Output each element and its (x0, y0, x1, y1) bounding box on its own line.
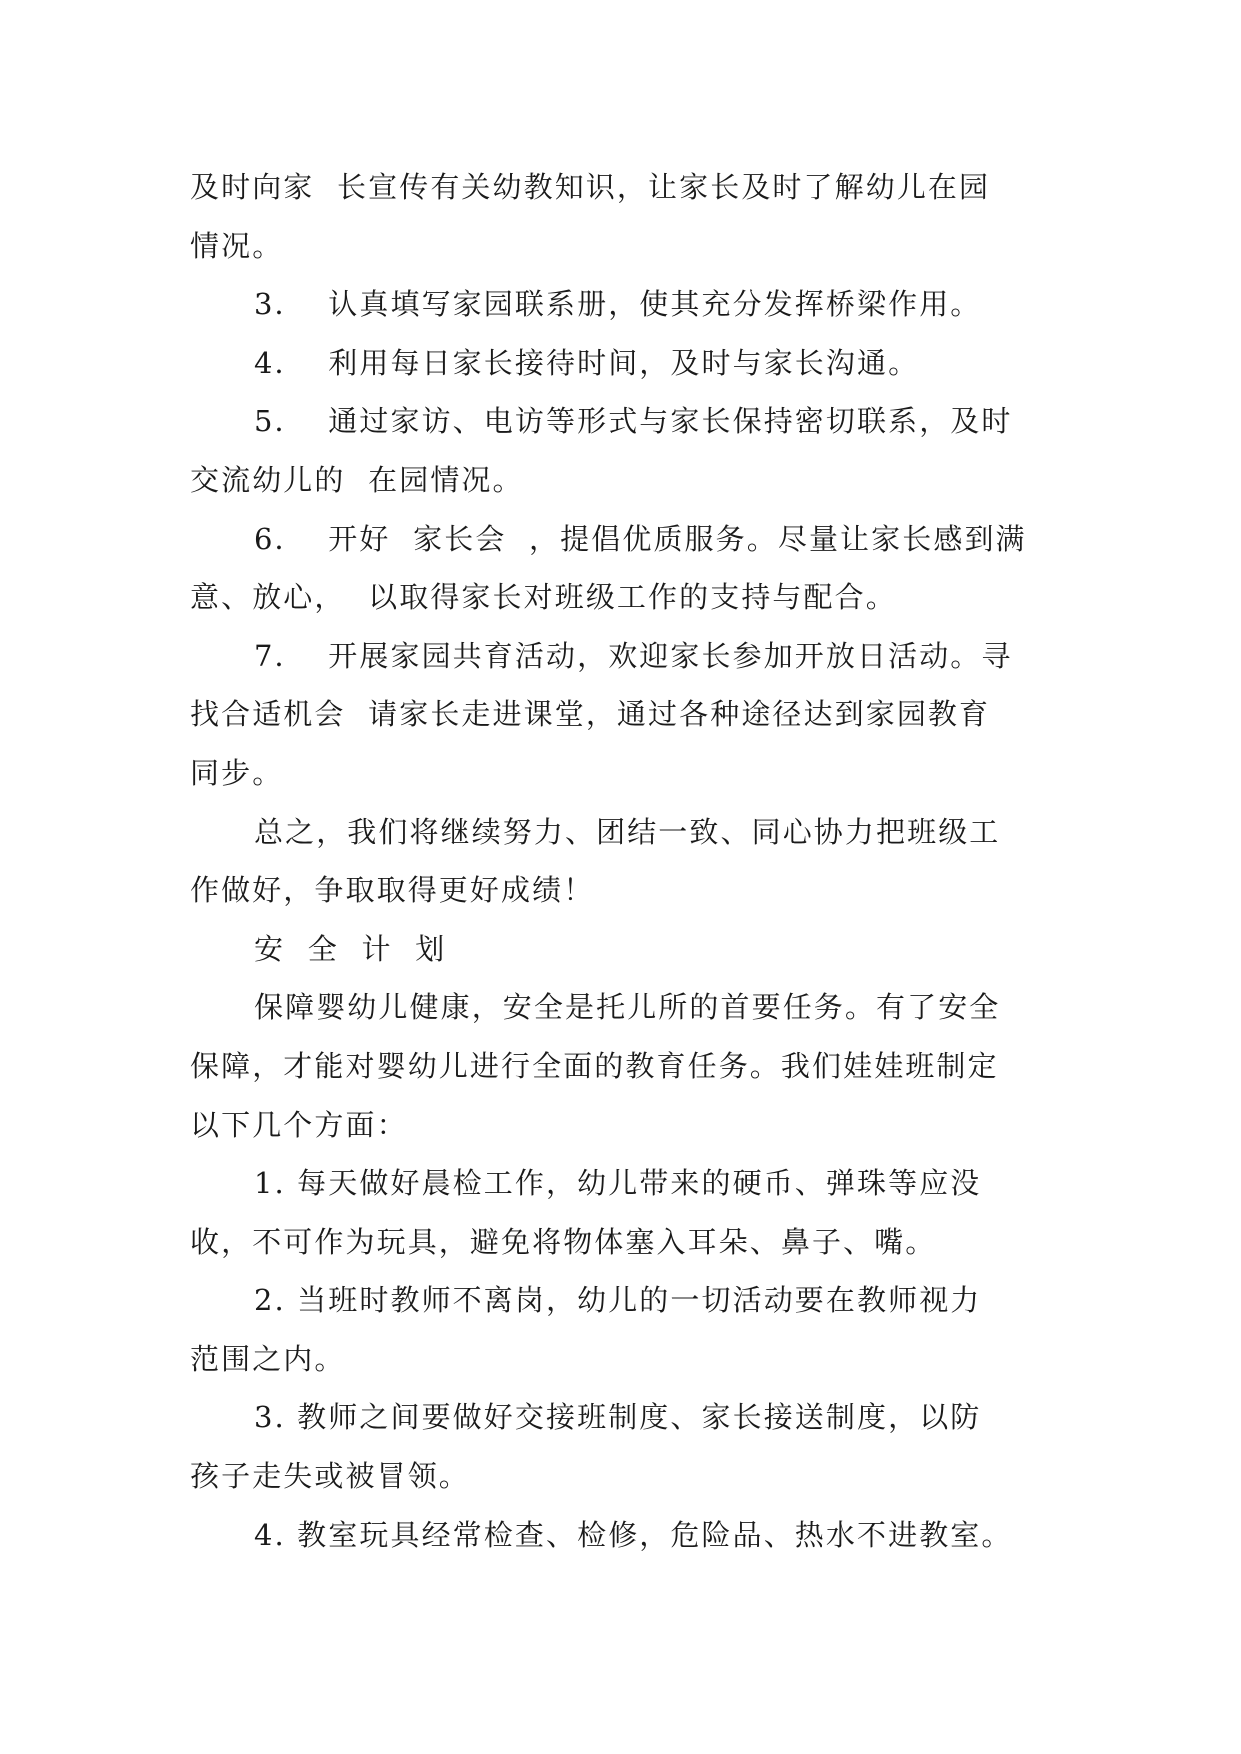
text-line: 4． 利用每日家长接待时间，及时与家长沟通。 (254, 345, 920, 380)
text-line: 1. 每天做好晨检工作，幼儿带来的硬币、弹珠等应没 (254, 1166, 982, 1201)
text-line: 总之，我们将继续努力、团结一致、同心协力把班级工 (254, 814, 1001, 849)
text-line: 以下几个方面： (190, 1107, 408, 1142)
text-line: 保障婴幼儿健康，安全是托儿所的首要任务。有了安全 (254, 990, 1001, 1025)
text-line: 收，不可作为玩具，避免将物体塞入耳朵、鼻子、嘴。 (190, 1224, 937, 1259)
text-line: 交流幼儿的 在园情况。 (190, 462, 524, 497)
text-line: 3． 认真填写家园联系册，使其充分发挥桥梁作用。 (254, 287, 982, 322)
text-line: 情况。 (190, 228, 284, 263)
text-line: 孩子走失或被冒领。 (190, 1459, 470, 1494)
text-line: 意、放心， 以取得家长对班级工作的支持与配合。 (190, 580, 897, 615)
text-line: 范围之内。 (190, 1341, 346, 1376)
text-line: 作做好，争取取得更好成绩！ (190, 873, 595, 908)
text-line: 安 全 计 划 (254, 931, 447, 966)
text-line: 4. 教室玩具经常检查、检修，危险品、热水不进教室。 (254, 1517, 1013, 1552)
text-line: 7． 开展家园共育活动，欢迎家长参加开放日活动。寻 (254, 638, 1013, 673)
text-line: 保障，才能对婴幼儿进行全面的教育任务。我们娃娃班制定 (190, 1048, 999, 1083)
text-line: 2. 当班时教师不离岗，幼儿的一切活动要在教师视力 (254, 1283, 982, 1318)
text-line: 6． 开好 家长会 ，提倡优质服务。尽量让家长感到满 (254, 521, 1027, 556)
text-line: 找合适机会 请家长走进课堂，通过各种途径达到家园教育 (190, 697, 991, 732)
text-line: 及时向家 长宣传有关幼教知识，让家长及时了解幼儿在园 (190, 170, 991, 204)
text-line: 5． 通过家访、电访等形式与家长保持密切联系，及时 (254, 404, 1013, 439)
document-body (190, 158, 1050, 1564)
text-line: 同步。 (190, 755, 284, 790)
text-line: 3. 教师之间要做好交接班制度、家长接送制度，以防 (254, 1400, 982, 1435)
